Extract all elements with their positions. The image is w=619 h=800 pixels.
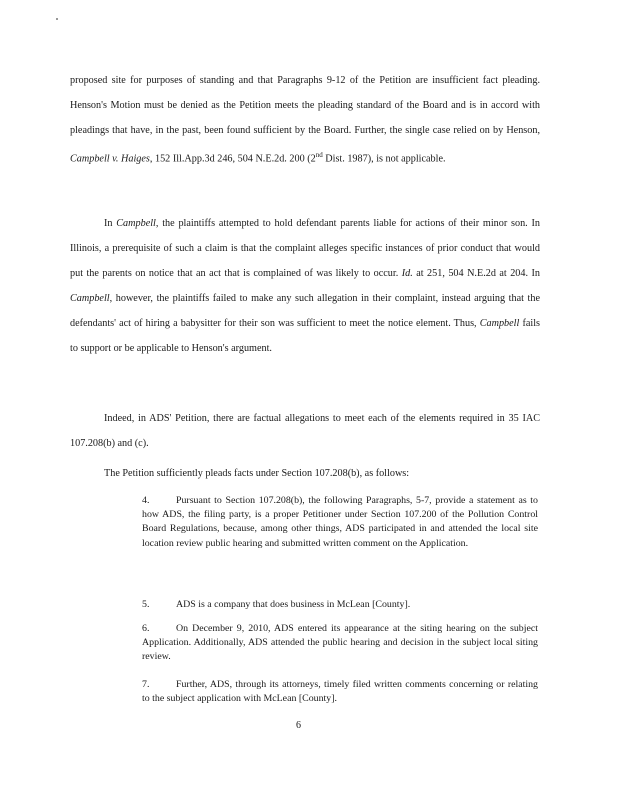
id-citation: Id. xyxy=(401,268,413,280)
paragraph-number: 5. xyxy=(142,599,150,610)
quoted-text: ADS is a company that does business in McLean [County]. xyxy=(176,599,411,610)
quoted-paragraph xyxy=(142,678,538,706)
page-number: 6 xyxy=(296,720,301,731)
ordinal-suffix: nd xyxy=(315,151,323,160)
paragraph-text: , however, the plaintiffs failed to make any such allegation in their complaint, instead arguing that the defendants' act of hiring a babysitter for their son was sufficient to meet the notice element. Thus, xyxy=(70,293,540,330)
quoted-paragraph xyxy=(142,622,538,665)
quoted-paragraph xyxy=(142,494,538,551)
case-name: Campbell v. Haiges xyxy=(70,153,150,165)
paragraph-text: at 251, 504 N.E.2d at 204. In xyxy=(412,268,540,280)
quoted-text: On December 9, 2010, ADS entered its appearance at the siting hearing on the subject Application. Additionally, ADS attended the public hearing and decision in the subject local siting review. xyxy=(142,623,538,663)
quoted-text: Further, ADS, through its attorneys, timely filed written comments concerning or relating to the subject application with McLean [County]. xyxy=(142,679,538,705)
paragraph-campbell xyxy=(70,211,540,362)
paragraph-number: 7. xyxy=(142,679,150,690)
paragraph-text: , the plaintiffs attempted to hold defendant parents liable for actions of their minor son. In Illinois, a prerequisite of such a claim is that the complaint alleges specific instances of prior conduct that would put the parents on notice that an act that is complained of was likely to occur. xyxy=(70,218,540,280)
paragraph-text: In xyxy=(104,218,117,229)
quoted-text: Pursuant to Section 107.208(b), the following Paragraphs, 5-7, provide a statement as to how ADS, the filing party, is a proper Petitioner under Section 107.200 of the Pollution Control Board Regulations, because, among other things, ADS participated in and attended the local site location review public hearing and submitted written comment on the Application. xyxy=(142,495,538,549)
case-name: Campbell xyxy=(479,318,520,330)
quote-lead-in: The Petition sufficiently pleads facts under Section 107.208(b), as follows: xyxy=(104,468,410,479)
paragraph-indeed: Indeed, in ADS' Petition, there are factual allegations to meet each of the elements required in 35 IAC 107.208(b) and (c). xyxy=(70,413,540,450)
paragraph-text: proposed site for purposes of standing and that Paragraphs 9-12 of the Petition are insufficient fact pleading. Henson's Motion must be denied as the Petition meets the pleading standard of the Board and is in accord with pleadings that have, in the past, been found sufficient by the Board. Further, the single case relied on by Henson, xyxy=(70,75,540,137)
paragraph-standing xyxy=(70,68,540,172)
quoted-paragraph xyxy=(142,598,538,612)
case-name: Campbell xyxy=(70,293,110,305)
scan-speck xyxy=(56,18,58,20)
case-name: Campbell xyxy=(116,218,156,229)
citation-end: Dist. 1987), is not applicable. xyxy=(322,153,446,165)
citation: , 152 Ill.App.3d 246, 504 N.E.2d. 200 (2 xyxy=(149,153,316,165)
paragraph-number: 6. xyxy=(142,623,150,634)
paragraph-number: 4. xyxy=(142,495,150,506)
paragraph-text: fails to support or be applicable to Henson's argument. xyxy=(70,318,540,355)
